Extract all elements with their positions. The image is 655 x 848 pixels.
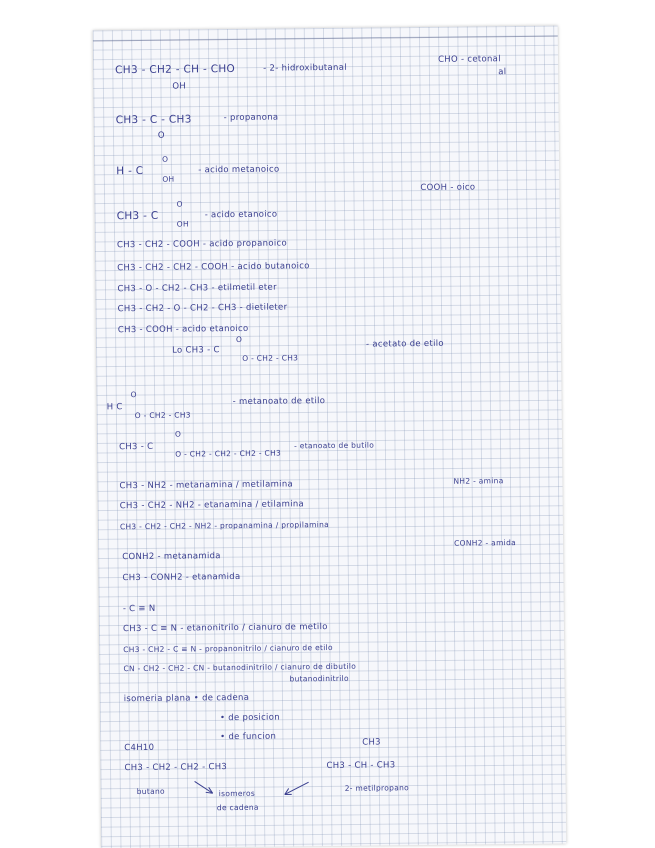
formula-etanamida: CH3 - CONH2 - etanamida — [122, 571, 241, 584]
formula-metanamida: CONH2 - metanamida — [122, 551, 221, 563]
formula-acido-butanoico: CH3 - CH2 - CH2 - COOH - acido butanoico — [117, 261, 310, 274]
name-acido-etanoico: - acido etanoico — [204, 209, 278, 221]
name-acido-metanoico: - acido metanoico — [198, 164, 280, 176]
note-nh2-amina: NH2 - amina — [453, 476, 504, 486]
carboxyl-oxygen: O — [162, 154, 169, 164]
formula-etanoato-de-butilo: CH3 - C — [119, 441, 154, 453]
label-2-metilpropano: 2- metilpropano — [344, 783, 410, 793]
formula-acetato-de-etilo: Lo CH3 - C — [172, 345, 220, 356]
methyl-branch: CH3 — [362, 737, 381, 748]
name-propanona: - propanona — [223, 112, 279, 124]
formula-etanonitrilo: CH3 - C ≡ N - etanonitrilo / cianuro de metilo — [122, 622, 328, 635]
formula-acido-etanoico: CH3 - C — [116, 209, 159, 223]
formula-etilmetil-eter: CH3 - O - CH2 - CH3 - etilmetil eter — [117, 282, 277, 295]
note-al-suffix: al — [498, 67, 507, 78]
name-metanoato-de-etilo: - metanoato de etilo — [232, 396, 326, 408]
label-isomeros: isomeros — [218, 788, 256, 799]
label-de-cadena: de cadena — [216, 802, 259, 813]
formula-butano: CH3 - CH2 - CH2 - CH3 — [124, 762, 228, 774]
ester-oxygen-3: O — [174, 429, 182, 439]
nitrile-group: - C ≡ N — [122, 603, 156, 615]
formula-2-hidroxibutanal: CH3 - CH2 - CH - CHO — [115, 62, 236, 77]
isomeria-funcion: • de funcion — [220, 731, 277, 743]
note-cho-cetonal: CHO - cetonal — [438, 54, 501, 65]
name-acetato-de-etilo: - acetato de etilo — [365, 338, 444, 350]
carboxyl-oh: OH — [162, 174, 175, 184]
name-etanoato-de-butilo: - etanoato de butilo — [294, 440, 375, 451]
label-butano: butano — [136, 786, 165, 797]
formula-butanodinitrilo: CN - CH2 - CH2 - CN - butanodinitrilo / cianuro de dibutilo — [123, 661, 357, 674]
ester-alkoxy: O - CH2 - CH3 — [242, 353, 299, 363]
note-conh2-amida: CONH2 - amida — [454, 538, 517, 548]
formula-c4h10: C4H10 — [124, 742, 155, 754]
formula-propanamina: CH3 - CH2 - CH2 - NH2 - propanamina / propilamina — [119, 520, 330, 532]
double-bond-oxygen: O — [157, 130, 165, 141]
formula-acido-etanoico-2: CH3 - COOH - acido etanoico — [117, 323, 249, 336]
isomeria-heading: isomeria plana • de cadena — [123, 692, 250, 705]
carboxyl-oxygen-2: O — [176, 199, 183, 209]
ester-oxygen: O — [235, 334, 243, 344]
formula-acido-propanoico: CH3 - CH2 - COOH - acido propanoico — [116, 238, 287, 251]
isomeria-posicion: • de posicion — [219, 712, 280, 724]
formula-propanona: CH3 - C - CH3 — [115, 113, 192, 127]
note-cooh-oico: COOH - oico — [420, 182, 476, 194]
formula-etanamina: CH3 - CH2 - NH2 - etanamina / etilamina — [119, 499, 305, 512]
ester-oxygen-2: O — [130, 390, 137, 400]
formula-2-metilpropano: CH3 - CH - CH3 — [326, 760, 396, 772]
page-top-margin-line — [93, 26, 558, 42]
formula-acido-metanoico: H - C — [116, 164, 144, 178]
name-2-hidroxibutanal: - 2- hidroxibutanal — [263, 62, 347, 74]
formula-metanoato-de-etilo: H C — [106, 402, 123, 413]
note-butanodinitrilo: butanodinitrilo — [289, 673, 349, 684]
formula-dietileter: CH3 - CH2 - O - CH2 - CH3 - dietileter — [117, 302, 288, 315]
carboxyl-oh-2: OH — [176, 219, 189, 229]
hydroxyl-substituent: OH — [172, 81, 187, 92]
ester-alkoxy-2: O - CH2 - CH3 — [134, 410, 191, 421]
formula-propanonitrilo: CH3 - CH2 - C ≡ N - propanonitrilo / cianuro de etilo — [123, 642, 333, 655]
isomer-arrows-icon — [191, 776, 321, 801]
ester-alkoxy-3: O - CH2 - CH2 - CH2 - CH3 — [175, 448, 282, 459]
notebook-page — [93, 26, 567, 848]
formula-metanamina: CH3 - NH2 - metanamina / metilamina — [119, 479, 294, 492]
